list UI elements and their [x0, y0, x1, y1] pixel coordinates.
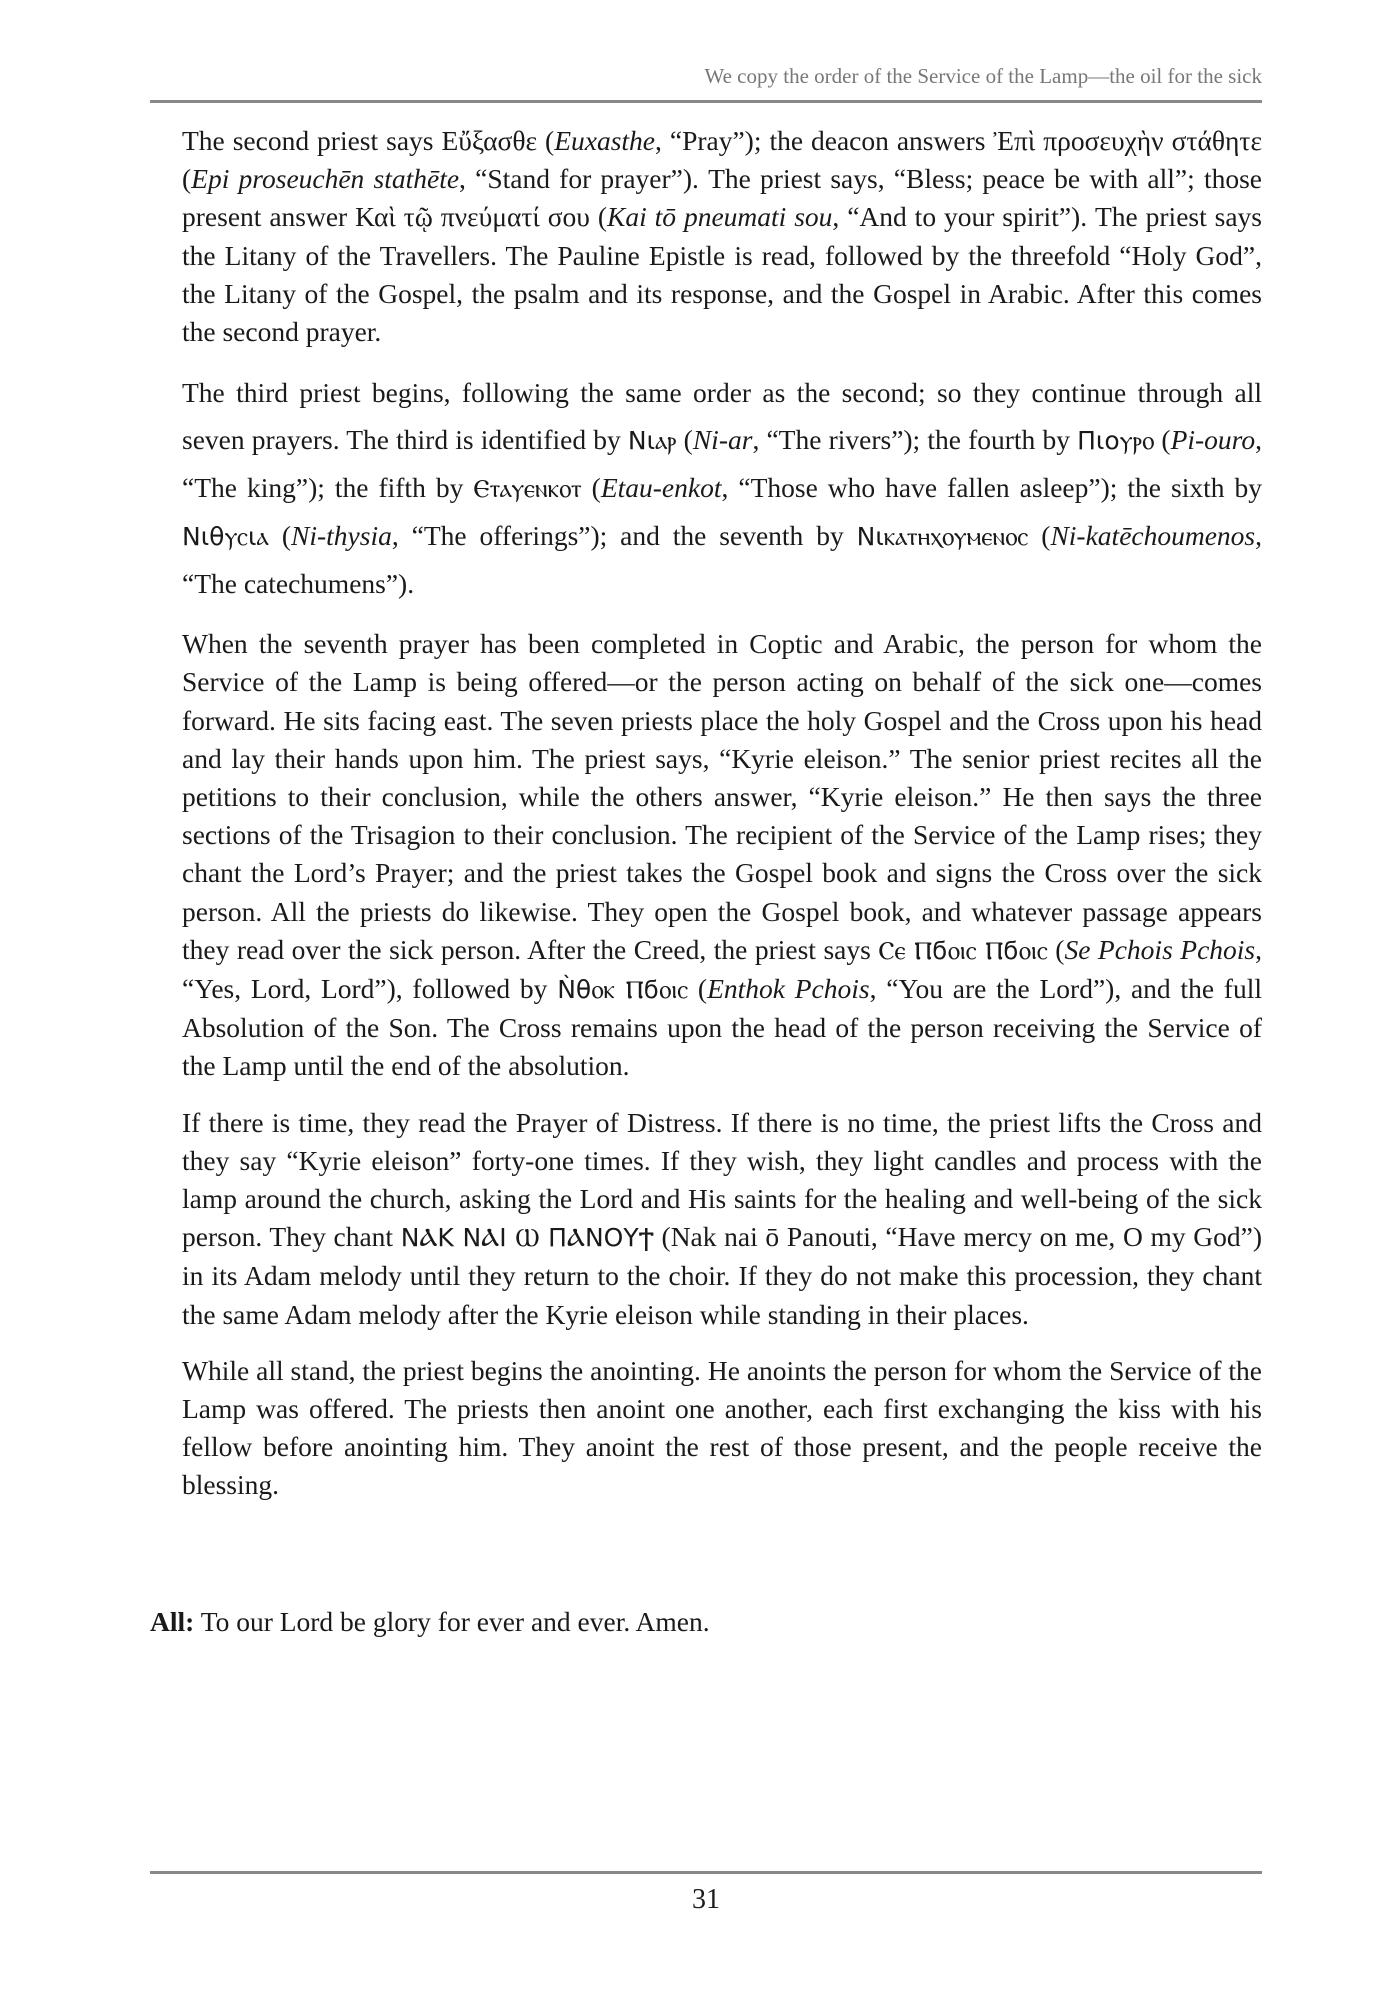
text-run: ( — [537, 125, 555, 156]
transliteration: Ni-thysia — [291, 520, 392, 552]
greek-phrase: Καὶ τῷ πνεύματί σου — [355, 201, 590, 233]
text-run: ( — [581, 472, 601, 504]
page-number: 31 — [692, 1884, 720, 1915]
paragraph-anointing — [182, 1352, 1262, 1505]
text-run: ( — [676, 424, 693, 456]
text-run: ( — [1047, 933, 1065, 965]
text-run: ( — [1154, 424, 1171, 456]
text-run: , “The catechumens”). — [182, 520, 1262, 600]
text-run: (Nak nai ō Panouti, “Have mercy on me, O my God”) in its Adam melody until they return to the choir. If they do not make this procession, they chant the same Adam melody after the Kyrie eleison while standing in their places. — [182, 1221, 1263, 1330]
text-run: The third priest begins, following the same order as the second; so they continue through all seven prayers. The third is identified by — [182, 377, 1262, 456]
text-run: , “The king”); the fifth by — [182, 424, 1262, 504]
text-run: While all stand, the priest begins the anointing. He anoints the person for whom the Service of the Lamp was offered. The priests then anoint one another, each first exchanging the kiss with his fellow before anointing him. They anoint the rest of those present, and the people receive the blessing. — [182, 1354, 1262, 1501]
transliteration: Kai tō pneumati sou — [607, 201, 833, 233]
transliteration: Etau-enkot — [600, 472, 722, 504]
transliteration: Se Pchois Pchois — [1064, 933, 1256, 965]
text-run: ( — [182, 163, 192, 195]
paragraph-second-priest — [182, 122, 1262, 351]
response-text: To our Lord be glory for ever and ever. Amen. — [194, 1606, 710, 1637]
text-run: ( — [268, 520, 291, 552]
text-run: , “Yes, Lord, Lord”), followed by — [182, 933, 1262, 1005]
speaker-label: All: — [150, 1606, 195, 1637]
closing-response — [150, 1603, 1262, 1641]
transliteration: Enthok Pchois — [707, 973, 870, 1005]
text-run: When the seventh prayer has been completed in Coptic and Arabic, the person for whom the Service of the Lamp is being offered—or the person acting on behalf of the sick one—comes forward. He sits facing east. The seven priests place the holy Gospel and the Cross upon his head and lay their hands upon him. The priest says, “Kyrie eleison.” The senior priest recites all the petitions to their conclusion, while the others answer, “Kyrie eleison.” He then says the three sections of the Trisagion to their conclusion. The recipient of the Service of the Lamp rises; they chant the Lord’s Prayer; and the priest takes the Gospel book and signs the Cross over the sick person. All the priests do likewise. They open the Gospel book, and whatever passage appears they read over the sick person. After the Creed, the priest says — [182, 628, 1262, 965]
greek-phrase: Εὔξασθε — [441, 125, 538, 156]
footer-rule — [150, 1871, 1262, 1874]
transliteration: Ni-ar — [692, 424, 753, 456]
coptic-word: Νιθⲩⲥιⲁ — [182, 522, 269, 552]
text-run: ( — [1028, 520, 1051, 552]
coptic-word: Νιⲁⲣ — [627, 426, 677, 456]
text-run: If there is time, they read the Prayer of Distress. If there is no time, the priest lifts the Cross and they say “Kyrie eleison” forty-one times. If they wish, they light candles and process with the lamp around the church, asking the Lord and His saints for the healing and well-being of the sick person. They chant — [182, 1106, 1262, 1253]
greek-phrase: Ἐπὶ προσευχὴν στάθητε — [993, 125, 1262, 156]
text-run: ( — [589, 201, 608, 233]
transliteration: Pi-ouro — [1170, 424, 1256, 456]
text-run: , “The rivers”); the fourth by — [752, 424, 1078, 456]
coptic-word: Ⲉⲧⲁⲩⲉⲛⲕⲟⲧ — [473, 474, 582, 504]
text-run: , “Those who have fallen asleep”); the sixth by — [721, 472, 1262, 504]
paragraph-seventh-prayer — [182, 625, 1262, 1085]
text-run: , “You are the Lord”), and the full Absolution of the Son. The Cross remains upon the head of the person receiving the Service of the Lamp until the end of the absolution. — [182, 973, 1262, 1082]
text-run: , “And to your spirit”). The priest says the Litany of the Travellers. The Pauline Epistle is read, followed by the threefold “Holy God”, the Litany of the Gospel, the psalm and its response, and the Gospel in Arabic. After this comes the second prayer. — [182, 201, 1263, 348]
header-rule — [150, 100, 1262, 103]
body-text — [182, 122, 1262, 1523]
coptic-word: Πιοⲩⲣⲟ — [1077, 426, 1155, 456]
coptic-phrase: Ǹθⲟⲕ Ⲡϭⲟⲓⲥ — [557, 975, 689, 1005]
running-header: We copy the order of the Service of the Lamp—the oil for the sick — [704, 64, 1262, 88]
paragraph-prayer-of-distress — [182, 1104, 1262, 1334]
text-run: , “Pray”); the deacon answers — [655, 125, 994, 156]
transliteration: Euxasthe — [554, 125, 656, 156]
text-run: ( — [688, 973, 708, 1005]
text-run: The second priest says — [182, 125, 442, 156]
transliteration: Ni-katēchoumenos — [1050, 520, 1256, 552]
coptic-phrase: Ⲥⲉ Ⲡϭⲟⲓⲥ Ⲡϭⲟⲓⲥ — [878, 935, 1048, 965]
coptic-phrase: ΝⲀΚ ΝⲀΙ Ⲱ ΠⲀΝΟΥϮ — [400, 1223, 654, 1253]
paragraph-third-priest — [182, 369, 1262, 607]
text-run: , “The offerings”); and the seventh by — [391, 520, 857, 552]
text-run: , “Stand for prayer”). The priest says, “Bless; peace be with all”; those present answer — [182, 163, 1262, 233]
transliteration: Epi proseuchēn stathēte — [191, 163, 460, 195]
coptic-word: Νιⲕⲁⲧⲏⲭⲟⲩⲙⲉⲛⲟⲥ — [856, 522, 1029, 552]
